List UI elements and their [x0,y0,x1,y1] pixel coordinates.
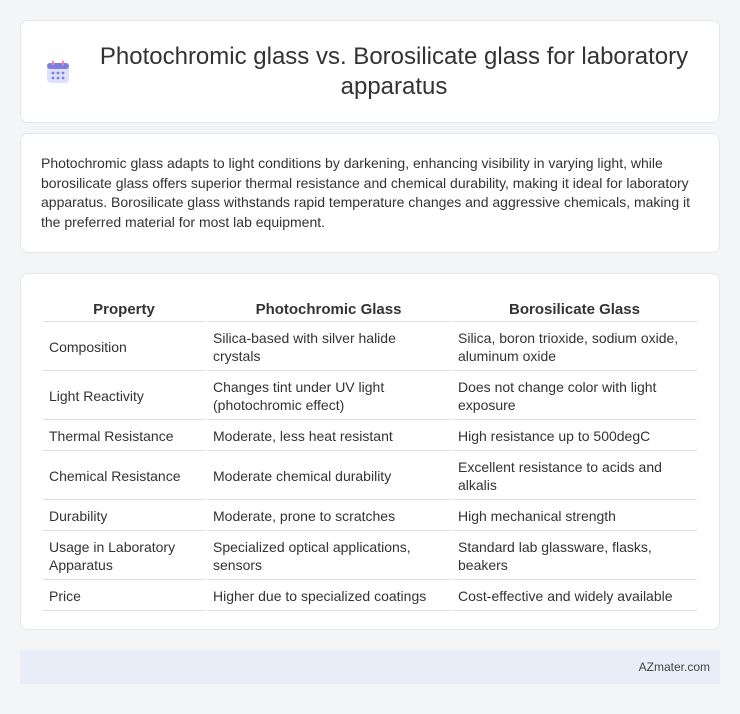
row-borosilicate: Silica, boron trioxide, sodium oxide, aluminum oxide [452,324,697,371]
row-property: Durability [43,502,205,531]
header-photochromic: Photochromic Glass [207,298,450,322]
row-photochromic: Specialized optical applications, sensors [207,533,450,580]
row-photochromic: Silica-based with silver halide crystals [207,324,450,371]
row-property: Price [43,582,205,611]
row-property: Light Reactivity [43,373,205,420]
row-borosilicate: Does not change color with light exposure [452,373,697,420]
row-borosilicate: Cost-effective and widely available [452,582,697,611]
table-row [43,324,697,371]
row-borosilicate: High mechanical strength [452,502,697,531]
intro-paragraph: Photochromic glass adapts to light conditions by darkening, enhancing visibility in varying light, while borosilicate glass offers superior thermal resistance and chemical durability, making it ideal for laboratory apparatus. Borosilicate glass withstands rapid temperature changes and aggressive chemicals, making it the preferred material for most lab equipment. [41,155,691,230]
row-photochromic: Moderate, prone to scratches [207,502,450,531]
table-row [43,373,697,420]
table-row [43,453,697,500]
row-property: Thermal Resistance [43,422,205,451]
row-property: Composition [43,324,205,371]
comparison-card [20,273,720,630]
page-title: Photochromic glass vs. Borosilicate glass for laboratory apparatus [99,42,689,100]
comparison-table [41,296,699,613]
footer [20,650,720,684]
row-property: Usage in Laboratory Apparatus [43,533,205,580]
row-borosilicate: Excellent resistance to acids and alkalis [452,453,697,500]
table-row [43,502,697,531]
row-photochromic: Moderate, less heat resistant [207,422,450,451]
row-property: Chemical Resistance [43,453,205,500]
row-borosilicate: Standard lab glassware, flasks, beakers [452,533,697,580]
footer-brand: AZmater.com [638,660,710,674]
calendar-icon [45,59,71,85]
row-photochromic: Moderate chemical durability [207,453,450,500]
header-property: Property [43,298,205,322]
row-photochromic: Higher due to specialized coatings [207,582,450,611]
table-header-row [43,298,697,322]
row-photochromic: Changes tint under UV light (photochromic effect) [207,373,450,420]
title-card [20,20,720,123]
table-row [43,422,697,451]
intro-card [20,133,720,253]
header-borosilicate: Borosilicate Glass [452,298,697,322]
row-borosilicate: High resistance up to 500degC [452,422,697,451]
table-row [43,582,697,611]
table-row [43,533,697,580]
